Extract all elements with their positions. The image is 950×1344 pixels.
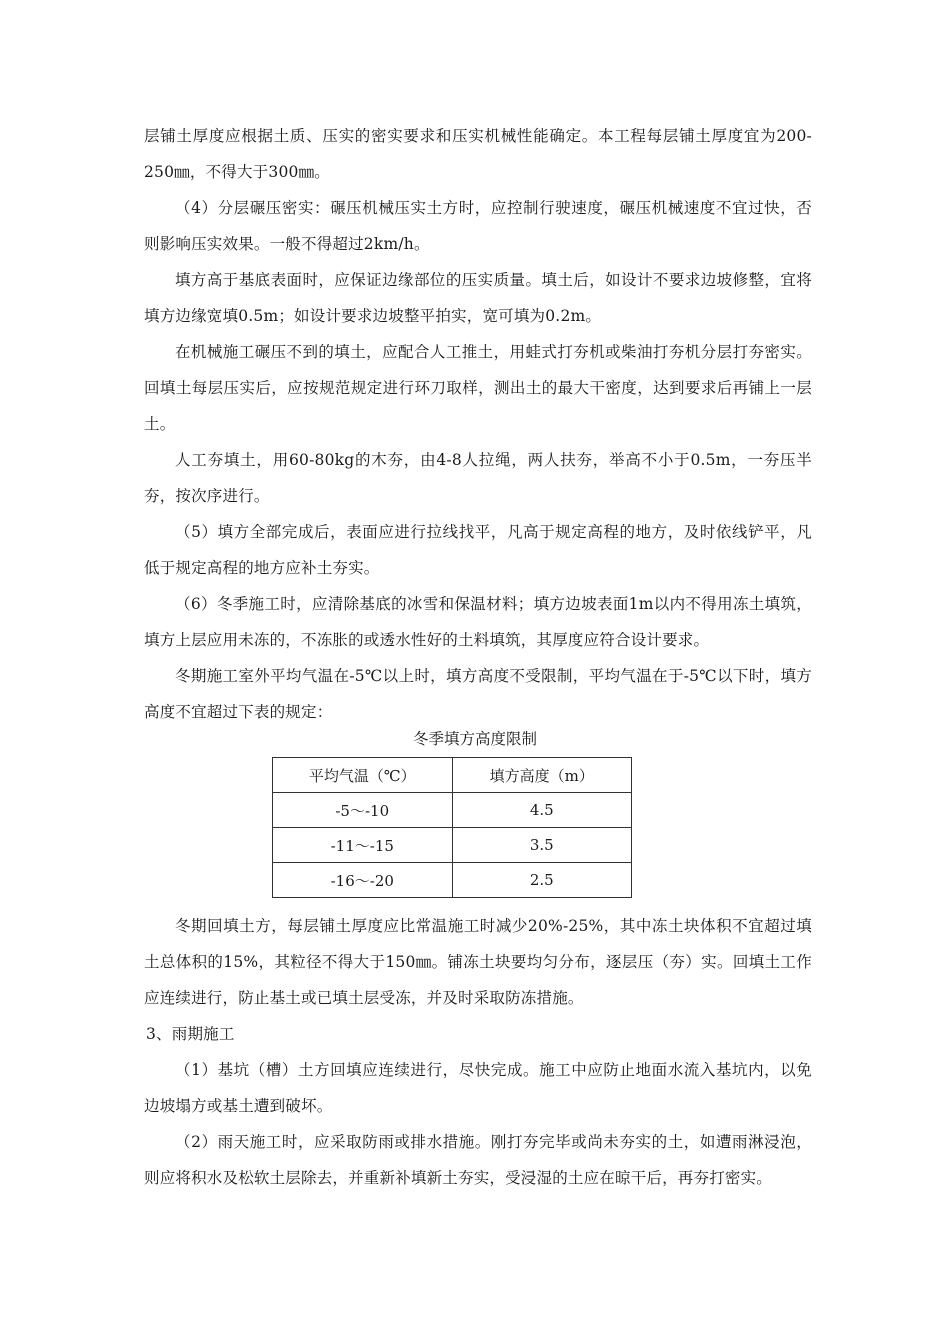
table-row: [273, 828, 632, 863]
paragraph-winter-construction: （6）冬季施工时，应清除基底的冰雪和保温材料；填方边坡表面1m以内不得用冻土填筑，填方上层应用未冻的，不冻胀的或透水性好的土料填筑，其厚度应符合设计要求。: [144, 595, 812, 649]
table-header-cell: 填方高度（m）: [452, 758, 632, 793]
paragraph-winter-temperature: 冬期施工室外平均气温在-5℃以上时，填方高度不受限制，平均气温在于-5℃以下时，填方高度不宜超过下表的规定：: [144, 667, 812, 721]
table-cell: 3.5: [452, 828, 632, 863]
paragraph-leveling: （5）填方全部完成后，表面应进行拉线找平，凡高于规定高程的地方，及时依线铲平，凡低于规定高程的地方应补土夯实。: [144, 523, 812, 577]
table-header-row: [273, 758, 632, 793]
paragraph-edge-fill: 填方高于基底表面时，应保证边缘部位的压实质量。填土后，如设计不要求边坡修整，宜将填方边缘宽填0.5m；如设计要求边坡整平拍实，宽可填为0.2m。: [144, 271, 812, 325]
winter-fill-height-table: [272, 757, 632, 898]
table-cell: 2.5: [452, 863, 632, 898]
paragraph-compaction: （4）分层碾压密实：碾压机械压实土方时，应控制行驶速度，碾压机械速度不宜过快，否则影响压实效果。一般不得超过2km/h。: [144, 199, 812, 253]
paragraph-pit-backfill: （1）基坑（槽）土方回填应连续进行，尽快完成。施工中应防止地面水流入基坑内，以免边坡塌方或基土遭到破坏。: [144, 1061, 812, 1115]
table-cell: 4.5: [452, 793, 632, 828]
table-cell: -5～-10: [273, 793, 453, 828]
table-caption: 冬季填方高度限制: [412, 730, 537, 748]
section-heading-rainy-season: 3、雨期施工: [146, 1025, 235, 1043]
paragraph-layer-thickness: 层铺土厚度应根据土质、压实的密实要求和压实机械性能确定。本工程每层铺土厚度宜为200-250㎜，不得大于300㎜。: [144, 127, 812, 181]
table-cell: -16～-20: [273, 863, 453, 898]
paragraph-manual-tamping: 在机械施工碾压不到的填土，应配合人工推土，用蛙式打夯机或柴油打夯机分层打夯密实。回填土每层压实后，应按规范规定进行环刀取样，测出土的最大干密度，达到要求后再铺上一层土。: [144, 343, 812, 433]
paragraph-winter-backfill: 冬期回填土方，每层铺土厚度应比常温施工时减少20%-25%，其中冻土块体积不宜超过填土总体积的15%，其粒径不得大于150㎜。铺冻土块要均匀分布，逐层压（夯）实。回填土工作应连续进行，防止基土或已填土层受冻，并及时采取防冻措施。: [144, 917, 812, 1007]
table-row: [273, 793, 632, 828]
table-header-cell: 平均气温（℃）: [273, 758, 453, 793]
table-cell: -11～-15: [273, 828, 453, 863]
paragraph-rain-measures: （2）雨天施工时，应采取防雨或排水措施。刚打夯完毕或尚未夯实的土，如遭雨淋浸泡，则应将积水及松软土层除去，并重新补填新土夯实，受浸湿的土应在晾干后，再夯打密实。: [144, 1133, 812, 1187]
table-row: [273, 863, 632, 898]
paragraph-wooden-tamper: 人工夯填土，用60-80kg的木夯，由4-8人拉绳，两人扶夯，举高不小于0.5m，一夯压半夯，按次序进行。: [144, 451, 812, 505]
